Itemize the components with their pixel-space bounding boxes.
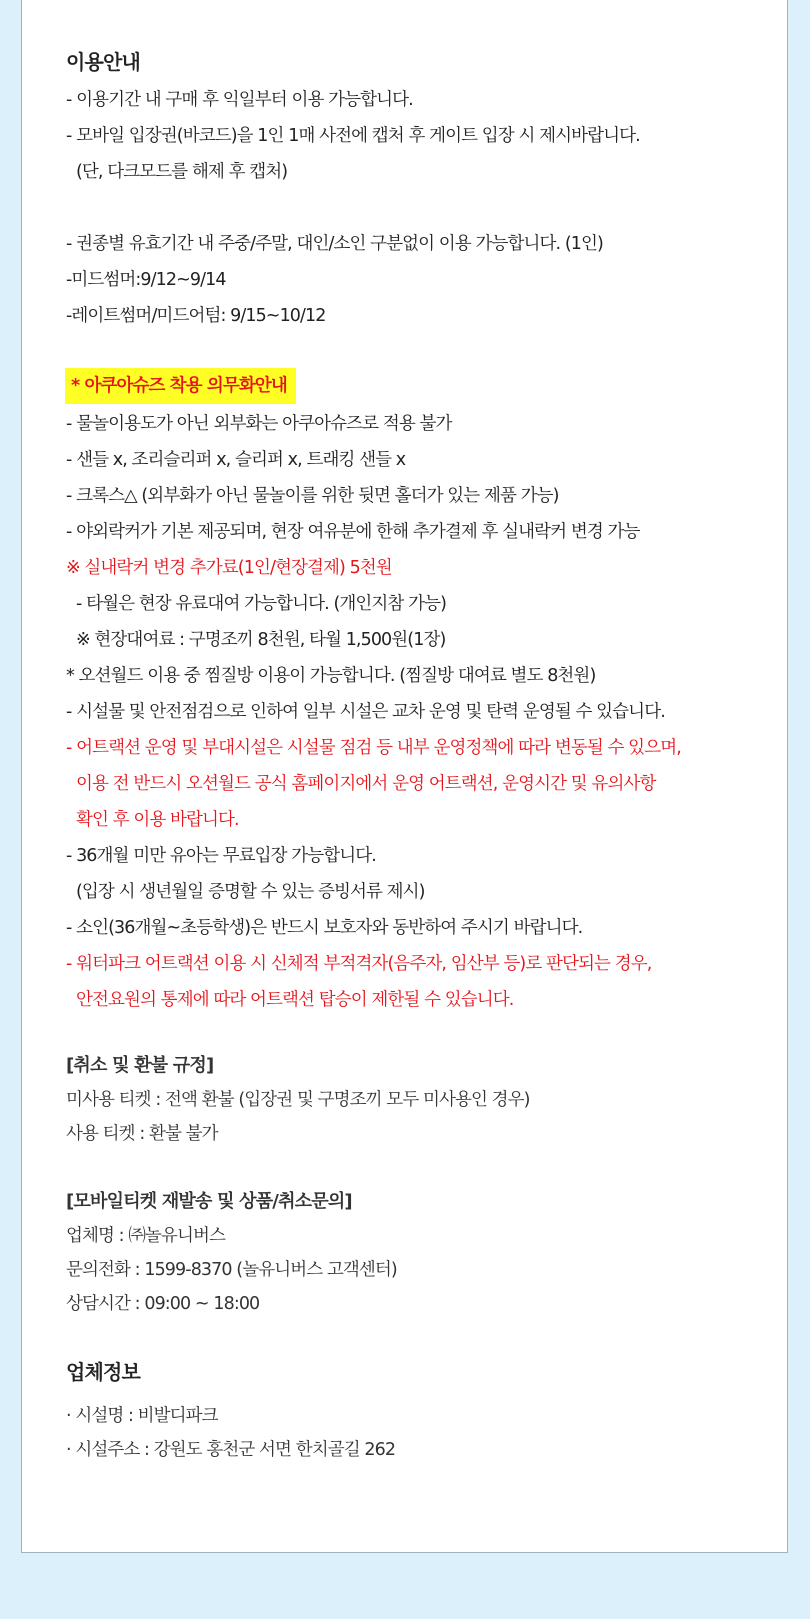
refund-line: 사용 티켓 : 환불 불가 xyxy=(66,1124,218,1144)
company-title: 업체정보 xyxy=(66,1360,141,1384)
inquiry-line: 업체명 : ㈜놀유니버스 xyxy=(66,1226,225,1246)
aqua-line: - 소인(36개월~초등학생)은 반드시 보호자와 동반하여 주시기 바랍니다. xyxy=(66,918,583,938)
refund-line: 미사용 티켓 : 전액 환불 (입장권 및 구명조끼 모두 미사용인 경우) xyxy=(66,1090,530,1110)
inquiry-line: 문의전화 : 1599-8370 (놀유니버스 고객센터) xyxy=(66,1260,397,1280)
aqua-line: - 타월은 현장 유료대여 가능합니다. (개인지참 가능) xyxy=(76,594,447,614)
inquiry-line: 상담시간 : 09:00 ~ 18:00 xyxy=(66,1294,260,1314)
guide-line: - 이용기간 내 구매 후 익일부터 이용 가능합니다. xyxy=(66,90,413,110)
aqua-line: - 샌들 x, 조리슬리퍼 x, 슬리퍼 x, 트래킹 샌들 x xyxy=(66,450,406,470)
aqua-line-warning: - 어트랙션 운영 및 부대시설은 시설물 점검 등 내부 운영정책에 따라 변동될 수 있으며, xyxy=(66,738,681,758)
info-card xyxy=(21,0,788,1553)
aqua-line: - 물놀이용도가 아닌 외부화는 아쿠아슈즈로 적용 불가 xyxy=(66,414,452,434)
guide-line: -미드썸머:9/12~9/14 xyxy=(66,270,226,290)
aqua-line: * 오션월드 이용 중 찜질방 이용이 가능합니다. (찜질방 대여료 별도 8천원) xyxy=(66,666,596,686)
refund-title: [취소 및 환불 규정] xyxy=(66,1055,214,1076)
aqua-line: - 36개월 미만 유아는 무료입장 가능합니다. xyxy=(66,846,376,866)
company-line: · 시설명 : 비발디파크 xyxy=(66,1406,218,1426)
guide-line: -레이트썸머/미드어텀: 9/15~10/12 xyxy=(66,306,326,326)
aqua-notice-label: * 아쿠아슈즈 착용 의무화안내 xyxy=(65,368,296,404)
aqua-line-warning: 이용 전 반드시 오션월드 공식 홈페이지에서 운영 어트랙션, 운영시간 및 유의사항 xyxy=(76,774,656,794)
inquiry-title: [모바일티켓 재발송 및 상품/취소문의] xyxy=(66,1191,352,1212)
guide-line: - 모바일 입장권(바코드)을 1인 1매 사전에 캡처 후 게이트 입장 시 제시바랍니다. xyxy=(66,126,640,146)
aqua-line-warning: 확인 후 이용 바랍니다. xyxy=(76,810,239,830)
aqua-line: - 시설물 및 안전점검으로 인하여 일부 시설은 교차 운영 및 탄력 운영될 수 있습니다. xyxy=(66,702,665,722)
company-line: · 시설주소 : 강원도 홍천군 서면 한치골길 262 xyxy=(66,1440,396,1460)
aqua-line: - 크록스△ (외부화가 아닌 물놀이를 위한 뒷면 홀더가 있는 제품 가능) xyxy=(66,486,559,506)
guide-line: - 권종별 유효기간 내 주중/주말, 대인/소인 구분없이 이용 가능합니다. (1인) xyxy=(66,234,603,254)
aqua-line: - 야외락커가 기본 제공되며, 현장 여유분에 한해 추가결제 후 실내락커 변경 가능 xyxy=(66,522,640,542)
aqua-line-warning: - 워터파크 어트랙션 이용 시 신체적 부적격자(음주자, 임산부 등)로 판단되는 경우, xyxy=(66,954,652,974)
aqua-line-warning: 안전요원의 통제에 따라 어트랙션 탑승이 제한될 수 있습니다. xyxy=(76,990,514,1010)
guide-title: 이용안내 xyxy=(66,50,141,74)
aqua-line: ※ 현장대여료 : 구명조끼 8천원, 타월 1,500원(1장) xyxy=(76,630,446,650)
guide-line: (단, 다크모드를 해제 후 캡처) xyxy=(76,162,288,182)
aqua-line-warning: ※ 실내락커 변경 추가료(1인/현장결제) 5천원 xyxy=(66,558,392,578)
aqua-line: (입장 시 생년월일 증명할 수 있는 증빙서류 제시) xyxy=(76,882,425,902)
